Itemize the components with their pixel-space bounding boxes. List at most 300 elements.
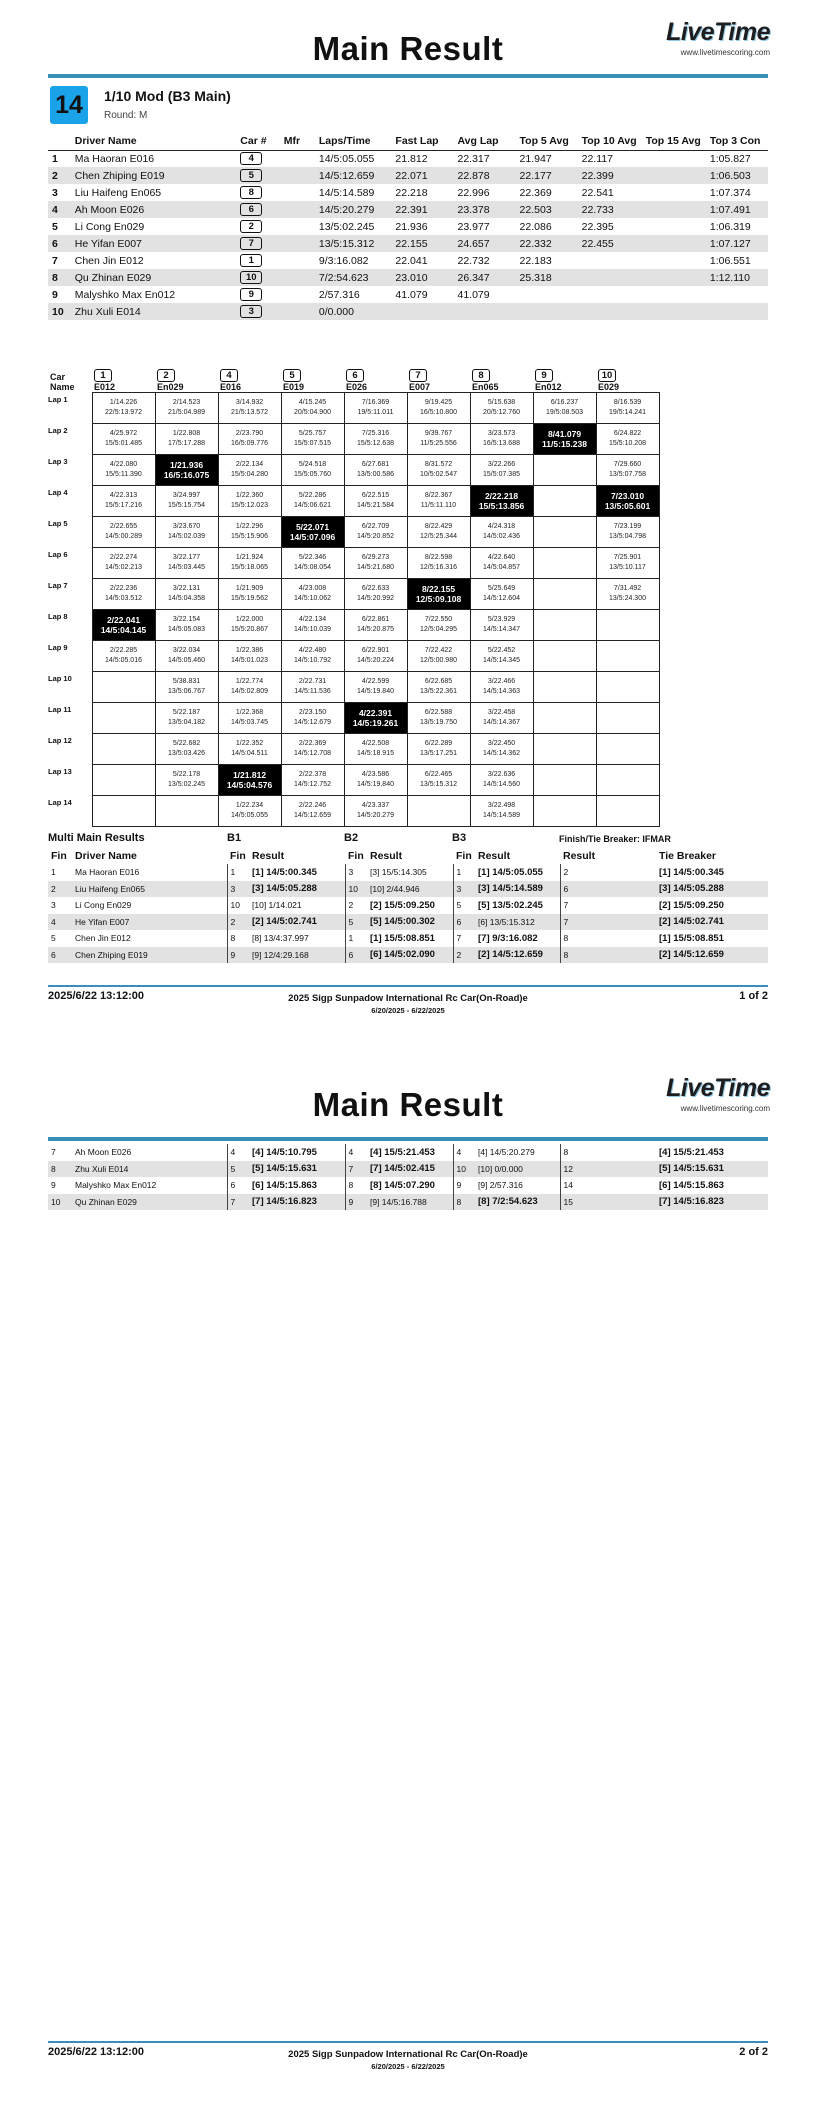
car-driver-code: E019 (283, 381, 305, 392)
lap-position-time: 1/22.000 (235, 615, 264, 623)
lap-cell (344, 485, 407, 516)
lap-running-total: 14/5:03.512 (105, 594, 142, 602)
lap-running-total: 21/5:13.572 (231, 408, 268, 416)
results-cell (516, 286, 578, 303)
multi-main-cell: 1 (230, 867, 236, 878)
lap-position-time: 5/25.757 (298, 429, 327, 437)
lap-row (48, 702, 659, 733)
multi-main-cell: 5 (456, 900, 462, 911)
lap-cell (407, 702, 470, 733)
lap-running-total: 14/5:12.604 (483, 594, 520, 602)
lap-cell (92, 671, 155, 702)
lap-position-time: 7/16.369 (361, 398, 390, 406)
results-cell (642, 252, 706, 269)
lap-cell (155, 392, 218, 423)
lap-cell (596, 485, 659, 516)
car-number-box: 8 (240, 186, 262, 199)
lap-running-total: 15/5:20.867 (231, 625, 268, 633)
car-driver-code: E012 (94, 381, 116, 392)
lap-position-time: 4/22.640 (487, 553, 516, 561)
lap-position-time: 7/25.901 (613, 553, 642, 561)
lap-label: Lap 1 (48, 395, 68, 404)
lap-label: Lap 12 (48, 736, 72, 745)
lap-running-total: 11/5:15.238 (542, 438, 587, 449)
lap-label: Lap 7 (48, 581, 68, 590)
multi-main-cell: 6 (560, 881, 656, 898)
multi-main-cell: [8] 13/4:37.997 (249, 930, 345, 947)
results-cell: 22.503 (516, 201, 578, 218)
lap-position-time: 4/22.080 (109, 460, 138, 468)
lap-running-total: 13/5:00.586 (357, 470, 394, 478)
lap-label: Lap 2 (48, 426, 68, 435)
lap-cell (344, 733, 407, 764)
lap-position-time: 3/22.266 (487, 460, 516, 468)
lap-cell (470, 423, 533, 454)
lap-running-total: 13/5:10.117 (609, 563, 646, 571)
lap-running-total: 12/5:25.344 (420, 532, 457, 540)
results-cell: 22.399 (578, 167, 642, 184)
lap-cell (596, 392, 659, 423)
lap-running-total: 14/5:19.261 (352, 717, 399, 728)
results-col-header: Fast Lap (391, 132, 453, 150)
lap-cell (596, 454, 659, 485)
multi-main-table (48, 848, 768, 963)
results-row (48, 286, 768, 303)
lap-running-total: 14/5:12.679 (294, 718, 331, 726)
lap-running-total: 14/5:02.436 (483, 532, 520, 540)
results-cell (578, 286, 642, 303)
lap-cell (218, 485, 281, 516)
logo-url: www.livetimescoring.com (680, 48, 770, 57)
results-cell: 7 (52, 254, 58, 267)
car-number-box: 7 (409, 369, 427, 382)
car-number-box: 2 (157, 369, 175, 382)
results-cell (280, 235, 315, 252)
lap-running-total: 22/5:13.972 (105, 408, 142, 416)
car-number-box: 9 (240, 288, 262, 301)
lap-position-time: 4/23.337 (361, 801, 390, 809)
lap-cell (218, 764, 281, 795)
lap-cell (92, 423, 155, 454)
lap-position-time: 6/16.237 (550, 398, 579, 406)
multi-main-cell: 10 (453, 1161, 475, 1178)
lap-position-time: 5/22.178 (172, 770, 201, 778)
results-cell: 22.317 (457, 152, 490, 165)
lap-chart-car-header (155, 358, 218, 392)
lap-cell (407, 640, 470, 671)
lap-cell (281, 795, 344, 826)
lap-chart-car-header (533, 358, 596, 392)
multi-main-cell: 8 (560, 947, 656, 964)
results-cell: 22.878 (453, 167, 515, 184)
multi-main-cell: 8 (48, 1161, 72, 1178)
lap-position-time: 7/25.316 (361, 429, 390, 437)
lap-cell (92, 733, 155, 764)
car-driver-code: E026 (346, 381, 368, 392)
results-cell: 25.318 (516, 269, 578, 286)
lap-position-time: 5/24.518 (298, 460, 327, 468)
multi-main-cell: 7 (456, 933, 462, 944)
results-cell: 23.010 (391, 269, 453, 286)
lap-position-time: 2/22.285 (109, 646, 138, 654)
multi-main-cell: [9] 12/4:29.168 (249, 947, 345, 964)
lap-running-total: 14/5:03.445 (168, 563, 205, 571)
lap-position-time: 3/24.997 (172, 491, 201, 499)
lap-running-total: 15/5:05.760 (294, 470, 331, 478)
multi-main-cell: [10] 0/0.000 (475, 1161, 560, 1178)
lap-running-total: 20/5:12.760 (483, 408, 520, 416)
header-rule (48, 1137, 768, 1141)
multi-main-cell: 7 (345, 1161, 367, 1178)
lap-cell (407, 609, 470, 640)
lap-cell (533, 392, 596, 423)
results-col-header: Driver Name (71, 132, 237, 150)
lap-position-time: 1/22.352 (235, 739, 264, 747)
lap-position-time: 4/22.313 (109, 491, 138, 499)
car-number-box: 3 (240, 305, 262, 318)
col-b1-result: Result (252, 850, 285, 862)
lap-running-total: 11/5:25.556 (420, 439, 457, 447)
multi-main-cell: Liu Haifeng En065 (72, 881, 227, 898)
lap-chart-car-header (92, 358, 155, 392)
lap-running-total: 15/5:07.515 (294, 439, 331, 447)
footer-timestamp: 2025/6/22 13:12:00 (48, 990, 145, 1002)
lap-cell (92, 609, 155, 640)
lap-position-time: 8/22.155 (421, 583, 456, 594)
car-driver-code: En065 (472, 381, 499, 392)
col-tie-breaker: Tie Breaker (659, 850, 717, 862)
lap-cell (92, 485, 155, 516)
lap-running-total: 19/5:14.241 (609, 408, 646, 416)
results-cell: Zhu Xuli E014 (71, 303, 237, 320)
results-row (48, 269, 768, 286)
car-driver-code: E016 (220, 381, 242, 392)
lap-cell (155, 671, 218, 702)
multi-main-row (48, 947, 768, 964)
lap-running-total: 14/5:08.054 (294, 563, 331, 571)
car-number-cell (236, 235, 279, 252)
lap-cell (92, 795, 155, 826)
lap-running-total: 14/5:19.840 (357, 780, 394, 788)
lap-label: Lap 5 (48, 519, 68, 528)
logo-url: www.livetimescoring.com (680, 1104, 770, 1113)
lap-position-time: 4/22.599 (361, 677, 390, 685)
results-cell (642, 167, 706, 184)
multi-main-cell: 2 (563, 867, 569, 878)
lap-cell (281, 547, 344, 578)
lap-row (48, 423, 659, 454)
lap-position-time: 4/24.318 (487, 522, 516, 530)
lap-running-total: 13/5:07.758 (609, 470, 646, 478)
lap-running-total: 14/5:20.992 (357, 594, 394, 602)
lap-cell (407, 423, 470, 454)
lap-cell (533, 609, 596, 640)
lap-running-total: 20/5:04.900 (294, 408, 331, 416)
multi-main-cell: 1 (51, 867, 56, 878)
results-cell: 22.155 (391, 235, 453, 252)
lap-position-time: 2/22.041 (106, 614, 141, 625)
lap-cell (92, 392, 155, 423)
lap-cell (92, 702, 155, 733)
lap-label: Lap 10 (48, 674, 72, 683)
lap-cell (92, 547, 155, 578)
lap-running-total: 14/5:21.584 (357, 501, 394, 509)
lap-cell (407, 516, 470, 547)
car-driver-code: E007 (409, 381, 431, 392)
lap-cell (533, 795, 596, 826)
lap-cell (281, 671, 344, 702)
lap-row (48, 609, 659, 640)
footer-page: 1 of 2 (739, 990, 768, 1002)
lap-running-total: 14/5:12.708 (294, 749, 331, 757)
results-row (48, 150, 768, 167)
lap-cell (407, 795, 470, 826)
multi-main-cell: 9 (345, 1194, 367, 1211)
lap-position-time: 1/22.234 (235, 801, 264, 809)
lap-row (48, 764, 659, 795)
lap-cell (344, 547, 407, 578)
car-number-box: 7 (240, 237, 262, 250)
results-cell (642, 150, 706, 167)
results-cell: 13/5:02.245 (318, 220, 375, 233)
lap-position-time: 1/22.808 (172, 429, 201, 437)
multi-main-cell: 2 (227, 914, 249, 931)
lap-cell (155, 640, 218, 671)
lap-position-time: 1/21.812 (232, 769, 267, 780)
lap-running-total: 14/5:02.039 (168, 532, 205, 540)
lap-running-total: 12/5:16.316 (420, 563, 457, 571)
results-cell: 22.541 (581, 186, 614, 199)
lap-position-time: 7/23.010 (610, 490, 645, 501)
multi-main-cell: 7 (563, 900, 569, 911)
multi-main-cell: 9 (227, 947, 249, 964)
multi-main-cell: 5 (51, 933, 56, 944)
lap-running-total: 14/5:10.792 (294, 656, 331, 664)
results-col-header: Laps/Time (315, 132, 392, 150)
lap-cell (218, 392, 281, 423)
results-cell: Chen Zhiping E019 (71, 167, 237, 184)
results-cell: 2/57.316 (318, 288, 360, 301)
lap-chart-car-header (407, 358, 470, 392)
lap-running-total: 12/5:04.295 (420, 625, 457, 633)
results-cell (642, 286, 706, 303)
lap-position-time: 3/22.636 (487, 770, 516, 778)
results-cell (642, 218, 706, 235)
results-cell: 14/5:20.279 (315, 201, 392, 218)
lap-cell (470, 609, 533, 640)
multi-main-row (48, 864, 768, 881)
page-title: Main Result (312, 30, 504, 67)
multi-main-cell: [10] 2/44.946 (367, 881, 453, 898)
lap-position-time: 3/14.932 (235, 398, 264, 406)
results-col-header: Top 15 Avg (642, 132, 706, 150)
results-cell (280, 269, 315, 286)
lap-running-total: 15/5:12.023 (231, 501, 268, 509)
multi-main-table-continued (48, 1144, 768, 1210)
lap-running-total: 14/5:10.039 (294, 625, 331, 633)
lap-position-time: 1/21.936 (169, 459, 204, 470)
lap-running-total: 15/5:01.485 (105, 439, 142, 447)
lap-running-total: 15/5:17.216 (105, 501, 142, 509)
b2-header: B2 (344, 832, 359, 844)
results-cell: 1:07.374 (709, 186, 751, 199)
multi-main-cell: [6] 14/5:02.090 (367, 947, 453, 964)
lap-cell (533, 733, 596, 764)
results-cell: 1:06.551 (709, 254, 751, 267)
multi-main-cell: [8] 14/5:07.290 (367, 1177, 453, 1194)
results-cell: 21.936 (395, 220, 428, 233)
lap-cell (92, 640, 155, 671)
lap-running-total: 21/5:04.989 (168, 408, 205, 416)
lap-cell (155, 547, 218, 578)
results-cell: 22.391 (391, 201, 453, 218)
lap-row (48, 795, 659, 826)
lap-running-total: 14/5:20.279 (357, 811, 394, 819)
results-cell: 22.071 (391, 167, 453, 184)
results-cell (516, 303, 578, 320)
multi-main-cell: 8 (453, 1194, 475, 1211)
lap-position-time: 3/22.131 (172, 584, 201, 592)
multi-main-cell: [5] 14/5:15.631 (656, 1161, 768, 1178)
lap-running-total: 14/5:12.659 (294, 811, 331, 819)
results-cell: Li Cong En029 (74, 220, 145, 233)
lap-cell (407, 578, 470, 609)
footer-rule (48, 2041, 768, 2043)
multi-main-cell: 2 (453, 947, 475, 964)
lap-cell (344, 516, 407, 547)
lap-running-total: 16/5:13.688 (483, 439, 520, 447)
multi-main-cell: 2 (348, 900, 354, 911)
lap-cell (344, 609, 407, 640)
lap-running-total: 15/5:07.385 (483, 470, 520, 478)
lap-running-total: 14/5:20.852 (357, 532, 394, 540)
multi-main-row (48, 1144, 768, 1161)
multi-main-cell: [7] 9/3:16.082 (475, 930, 560, 947)
multi-main-cell: Li Cong En029 (72, 897, 227, 914)
lap-label: Lap 4 (48, 488, 68, 497)
multi-main-cell: 6 (48, 947, 72, 964)
lap-running-total: 15/5:12.638 (357, 439, 394, 447)
results-cell: 22.733 (578, 201, 642, 218)
lap-running-total: 13/5:06.767 (168, 687, 205, 695)
lap-cell (470, 392, 533, 423)
lap-cell (533, 423, 596, 454)
results-cell: Malyshko Max En012 (74, 288, 176, 301)
results-row (48, 184, 768, 201)
lap-position-time: 6/22.709 (361, 522, 390, 530)
lap-cell (407, 764, 470, 795)
multi-main-cell: [2] 14/5:12.659 (475, 947, 560, 964)
results-row (48, 235, 768, 252)
lap-running-total: 14/5:05.460 (168, 656, 205, 664)
lap-cell (155, 702, 218, 733)
multi-main-cell: 8 (230, 933, 236, 944)
lap-cell (344, 423, 407, 454)
lap-position-time: 4/23.008 (298, 584, 327, 592)
results-col-header (48, 132, 71, 150)
car-driver-code: E029 (598, 381, 620, 392)
multi-main-cell: [8] 7/2:54.623 (475, 1194, 560, 1211)
car-number-box: 4 (240, 152, 262, 165)
lap-cell (596, 764, 659, 795)
lap-position-time: 1/22.774 (235, 677, 264, 685)
lap-running-total: 14/5:18.915 (357, 749, 394, 757)
multi-main-cell: 9 (51, 1180, 56, 1191)
lap-cell (218, 454, 281, 485)
lap-cell (155, 733, 218, 764)
lap-running-total: 14/5:00.289 (105, 532, 142, 540)
multi-main-row (48, 914, 768, 931)
lap-position-time: 6/22.861 (361, 615, 390, 623)
results-cell (706, 286, 768, 303)
multi-main-cell: He Yifan E007 (72, 914, 227, 931)
results-cell: 22.177 (516, 167, 578, 184)
lap-cell (155, 485, 218, 516)
multi-main-cell: [7] 14/5:16.823 (656, 1194, 768, 1211)
lap-running-total: 14/5:05.055 (231, 811, 268, 819)
lap-row (48, 733, 659, 764)
col-b2-result: Result (370, 850, 403, 862)
lap-position-time: 7/29.660 (613, 460, 642, 468)
lap-running-total: 14/5:04.511 (231, 749, 268, 757)
lap-position-time: 2/22.218 (484, 490, 519, 501)
lap-position-time: 2/23.150 (298, 708, 327, 716)
lap-running-total: 11/5:11.110 (420, 501, 457, 509)
footer-timestamp: 2025/6/22 13:12:00 (48, 2046, 145, 2058)
lap-running-total: 19/5:08.503 (546, 408, 583, 416)
lap-cell (344, 702, 407, 733)
multi-main-cell: 3 (453, 881, 475, 898)
lap-cell (470, 733, 533, 764)
results-cell: 1:07.127 (706, 235, 768, 252)
lap-row (48, 640, 659, 671)
results-cell: 21.947 (519, 152, 552, 165)
multi-main-cell: [4] 14/5:10.795 (249, 1144, 345, 1161)
lap-running-total: 15/5:13.856 (478, 500, 525, 511)
lap-cell (155, 764, 218, 795)
lap-cell (596, 609, 659, 640)
results-cell (706, 303, 768, 320)
lap-position-time: 5/25.649 (487, 584, 516, 592)
footer-dates: 6/20/2025 - 6/22/2025 (371, 1006, 445, 1015)
multi-main-cell: Chen Zhiping E019 (72, 947, 227, 964)
multi-main-cell: Malyshko Max En012 (72, 1177, 227, 1194)
lap-running-total: 12/5:09.108 (415, 593, 462, 604)
multi-main-cell: [6] 14/5:15.863 (659, 1179, 724, 1191)
results-cell: 22.041 (395, 254, 428, 267)
lap-position-time: 1/22.360 (235, 491, 264, 499)
car-number-box: 9 (535, 369, 553, 382)
lap-cell (281, 578, 344, 609)
livetime-logo (630, 18, 770, 62)
col-fin: Fin (51, 850, 67, 862)
results-cell (578, 252, 642, 269)
lap-cell (92, 454, 155, 485)
results-cell: Ma Haoran E016 (74, 152, 155, 165)
multi-main-cell: [3] 14/5:05.288 (656, 881, 768, 898)
multi-main-cell: 1 (348, 933, 354, 944)
lap-position-time: 2/22.274 (109, 553, 138, 561)
results-cell: 22.183 (519, 254, 552, 267)
multi-main-row (48, 897, 768, 914)
results-row (48, 252, 768, 269)
results-cell (578, 303, 642, 320)
lap-running-total: 13/5:24.300 (609, 594, 646, 602)
multi-main-title: Multi Main Results (48, 832, 145, 844)
col-b1-fin: Fin (230, 850, 246, 862)
results-cell: 41.079 (395, 288, 428, 301)
lap-position-time: 4/15.245 (298, 398, 327, 406)
